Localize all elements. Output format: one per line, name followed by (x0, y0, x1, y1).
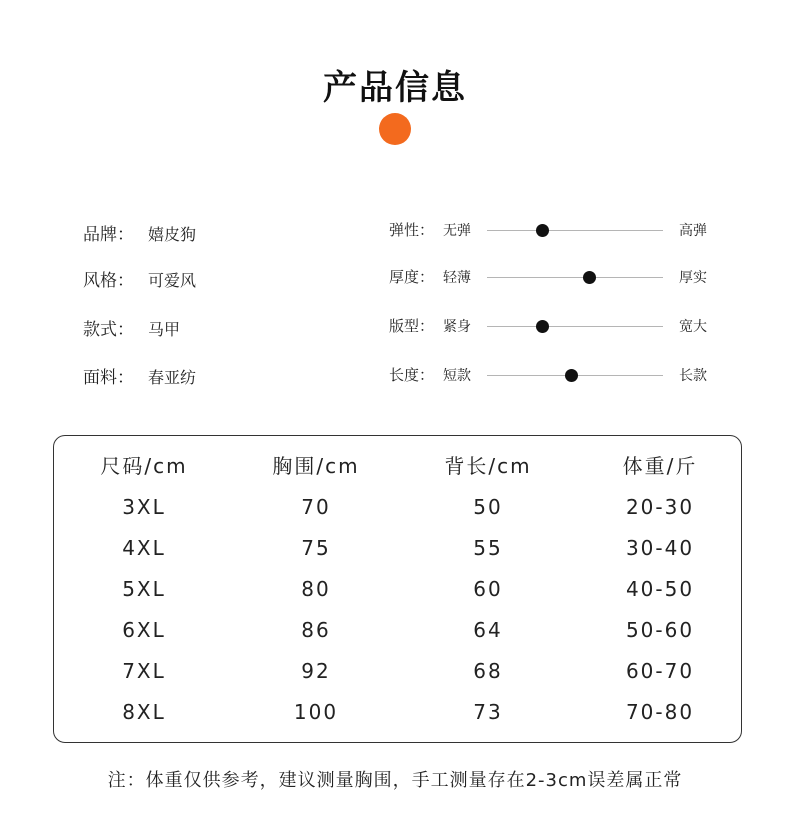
scale-label: 版型： (389, 317, 435, 335)
table-cell: 80 (301, 577, 331, 601)
info-label: 款式： (83, 320, 134, 340)
table-cell: 75 (301, 536, 331, 560)
table-header-cell: 体重/斤 (622, 454, 698, 478)
table-cell: 20-30 (625, 495, 695, 519)
info-label: 面料： (83, 368, 134, 388)
info-value: 马甲 (148, 320, 181, 339)
info-row-type (83, 315, 180, 340)
table-header-cell: 胸围/cm (272, 454, 360, 478)
table-cell: 70 (301, 495, 331, 519)
scale-length (389, 364, 719, 388)
table-cell: 60-70 (625, 659, 695, 683)
table-cell: 86 (301, 618, 331, 642)
table-row (54, 610, 743, 650)
table-cell: 68 (473, 659, 503, 683)
scale-thickness (389, 266, 719, 290)
measurement-note: 注：体重仅供参考，建议测量胸围，手工测量存在2-3cm误差属正常 (107, 770, 683, 791)
table-cell: 70-80 (625, 700, 695, 724)
info-label: 品牌： (83, 225, 134, 245)
table-row (54, 528, 743, 568)
table-cell: 50-60 (625, 618, 695, 642)
table-cell: 50 (473, 495, 503, 519)
scale-knob (565, 369, 578, 382)
table-cell: 40-50 (625, 577, 695, 601)
size-table (53, 435, 742, 743)
scale-label: 长度： (389, 366, 435, 384)
info-value: 可爱风 (148, 271, 197, 290)
info-row-style (83, 266, 196, 291)
table-cell: 30-40 (625, 536, 695, 560)
table-cell: 7XL (122, 659, 166, 683)
info-label: 风格： (83, 271, 134, 291)
table-cell: 64 (473, 618, 503, 642)
info-value: 嬉皮狗 (148, 225, 197, 244)
scale-high-label: 厚实 (679, 270, 707, 286)
table-row (54, 651, 743, 691)
table-cell: 60 (473, 577, 503, 601)
table-cell: 92 (301, 659, 331, 683)
table-row (54, 569, 743, 609)
scale-low-label: 无弹 (443, 223, 471, 239)
scale-knob (536, 320, 549, 333)
scale-track (487, 230, 663, 231)
table-row (54, 692, 743, 732)
scale-track (487, 326, 663, 327)
scale-high-label: 高弹 (679, 223, 707, 239)
scale-track (487, 277, 663, 278)
info-row-brand (83, 220, 196, 245)
scale-high-label: 宽大 (679, 319, 707, 335)
table-cell: 55 (473, 536, 503, 560)
scale-fit (389, 315, 719, 339)
scale-high-label: 长款 (679, 368, 707, 384)
scale-knob (583, 271, 596, 284)
table-header-cell: 背长/cm (444, 454, 532, 478)
table-cell: 6XL (122, 618, 166, 642)
page-title: 产品信息 (323, 68, 467, 108)
info-value: 春亚纺 (148, 368, 197, 387)
accent-dot (379, 113, 411, 145)
table-header-row (54, 446, 743, 486)
scale-low-label: 紧身 (443, 319, 471, 335)
table-cell: 5XL (122, 577, 166, 601)
info-row-fabric (83, 363, 196, 388)
table-row (54, 487, 743, 527)
scale-elasticity (389, 219, 719, 243)
scale-label: 弹性： (389, 221, 435, 239)
scale-low-label: 短款 (443, 368, 471, 384)
table-cell: 3XL (122, 495, 166, 519)
scale-low-label: 轻薄 (443, 270, 471, 286)
scale-knob (536, 224, 549, 237)
table-cell: 8XL (122, 700, 166, 724)
table-cell: 4XL (122, 536, 166, 560)
table-header-cell: 尺码/cm (100, 454, 188, 478)
table-cell: 73 (473, 700, 503, 724)
table-cell: 100 (293, 700, 339, 724)
scale-label: 厚度： (389, 268, 435, 286)
